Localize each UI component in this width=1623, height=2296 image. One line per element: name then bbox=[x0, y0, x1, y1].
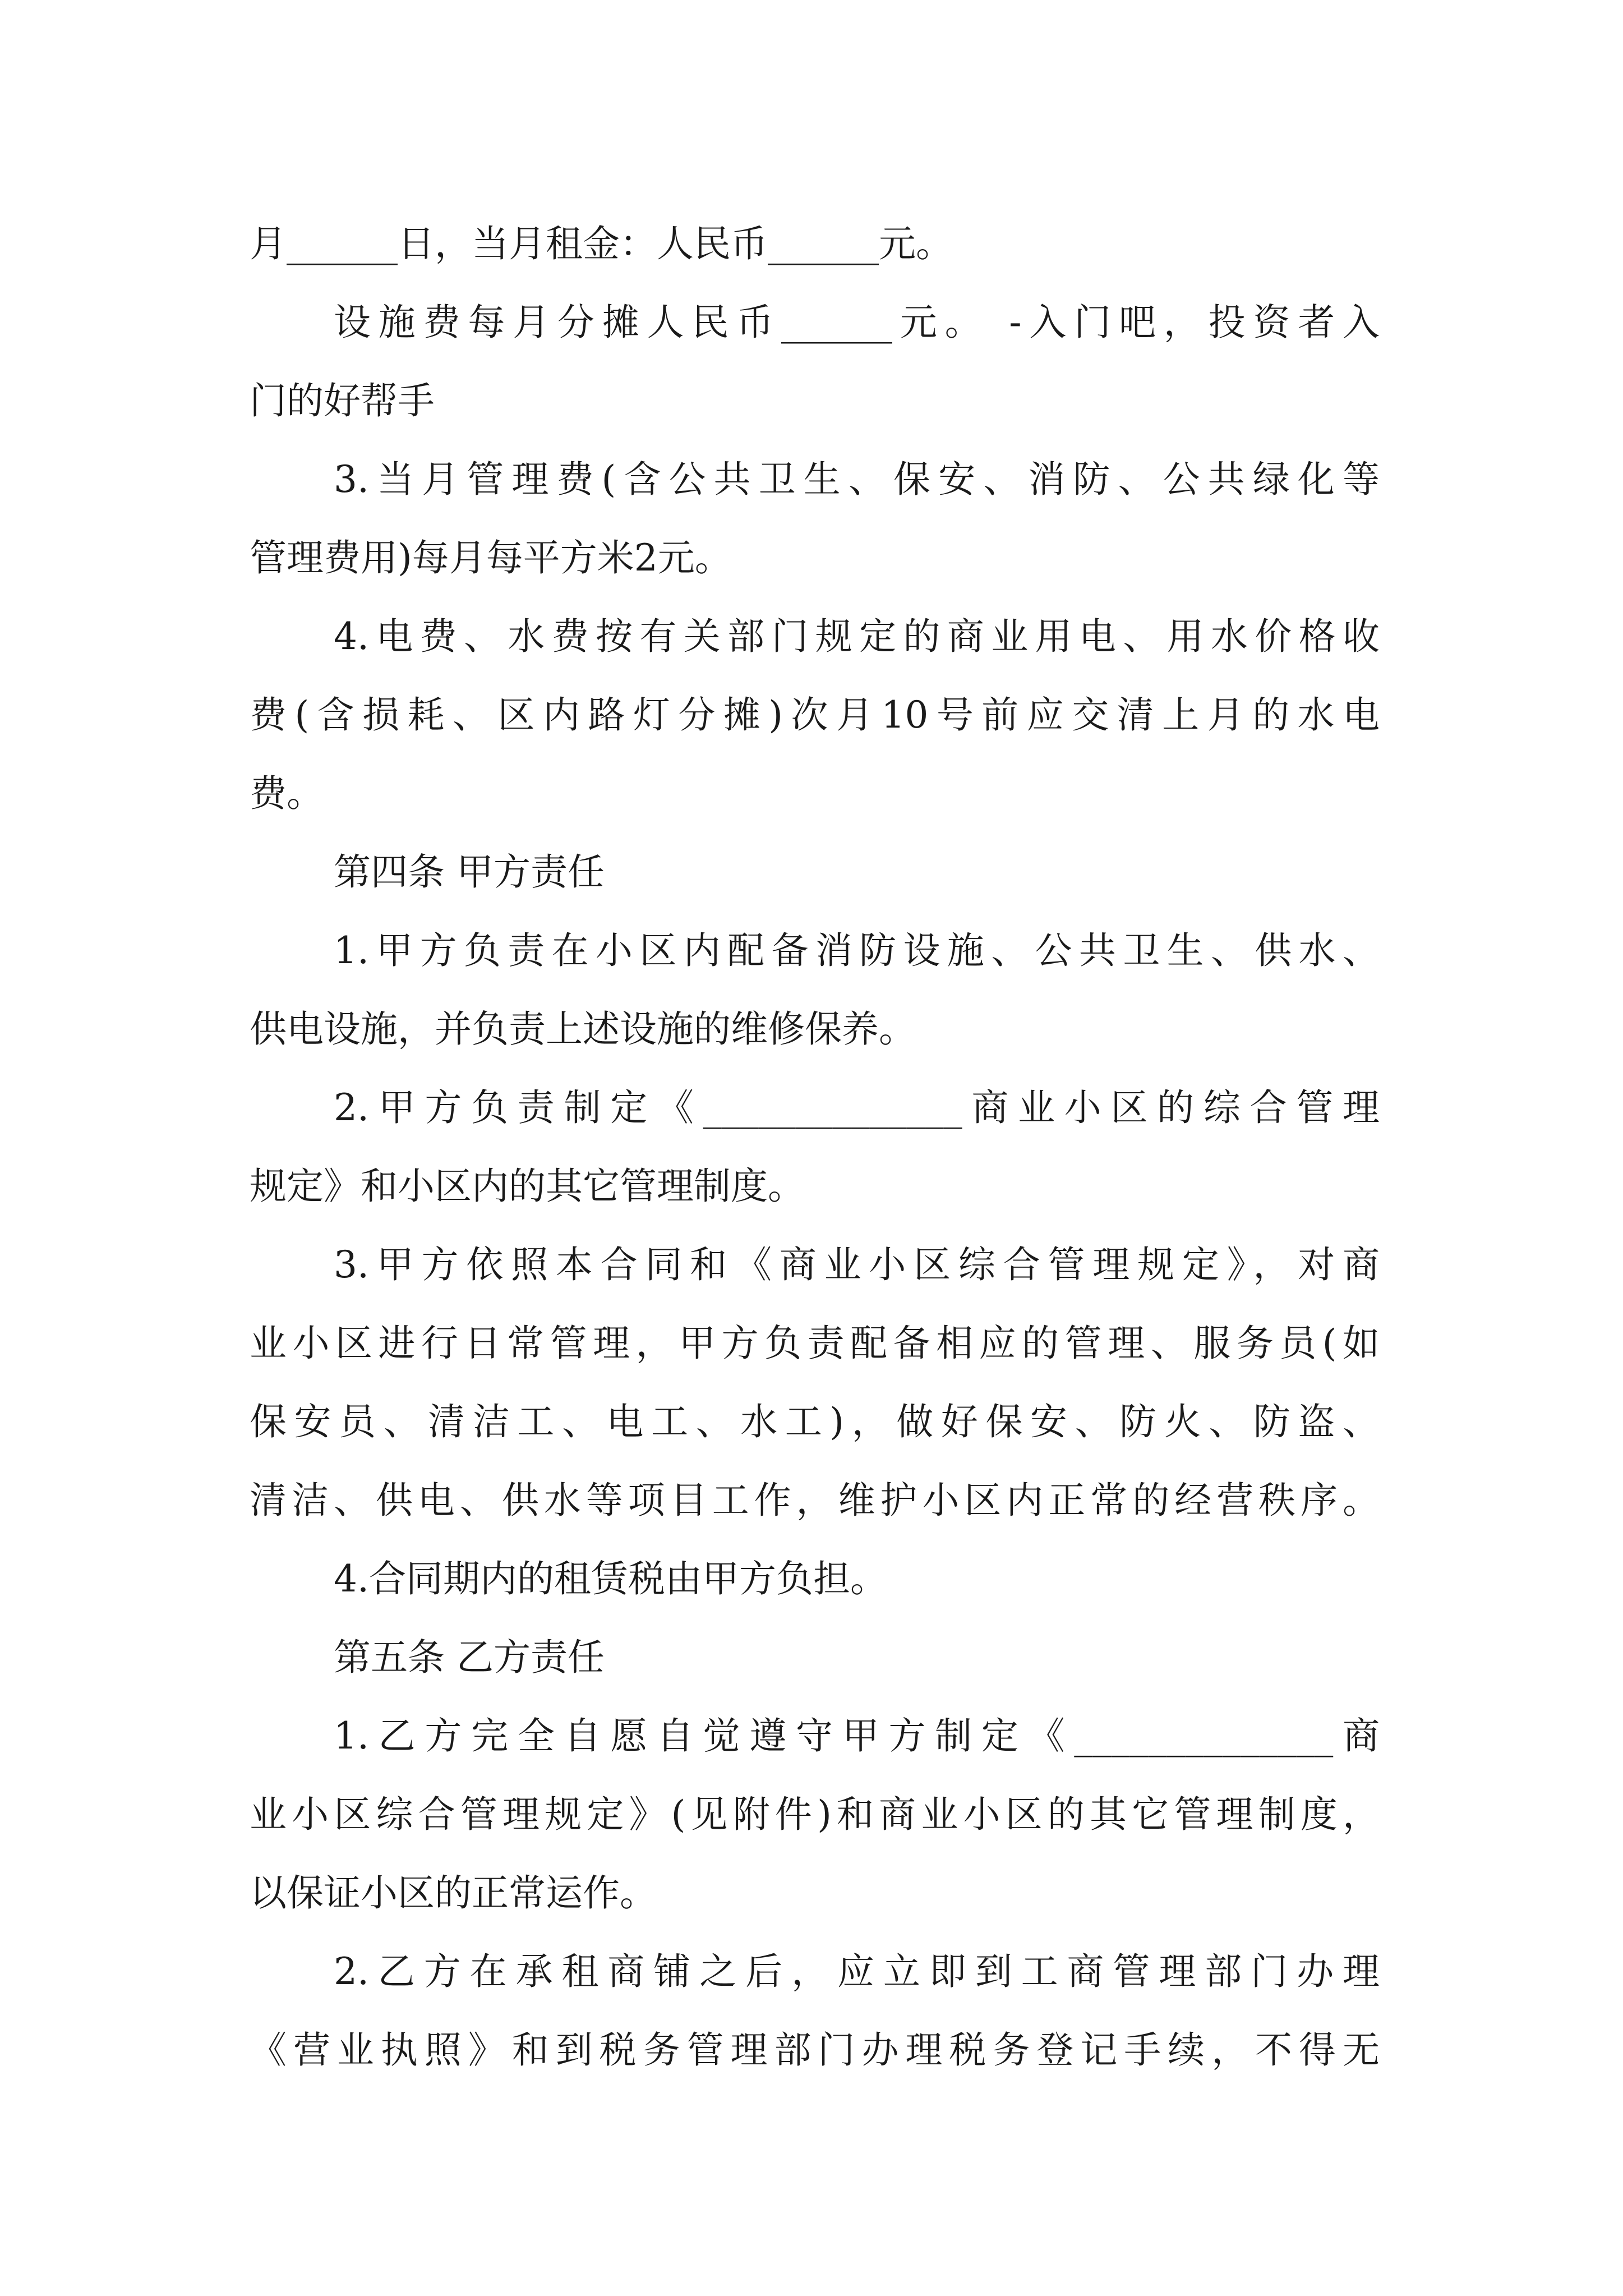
text-line: 3.甲方依照本合同和《商业小区综合管理规定》，对商 bbox=[334, 1243, 1380, 1286]
text-line: 4.电费、水费按有关部门规定的商业用电、用水价格收 bbox=[334, 615, 1380, 658]
text-line: 2.甲方负责制定《______________商业小区的综合管理 bbox=[334, 1086, 1380, 1129]
text-line: 3.当月管理费(含公共卫生、保安、消防、公共绿化等 bbox=[334, 458, 1380, 501]
text-line: 门的好帮手 bbox=[250, 379, 435, 422]
text-line: 规定》和小区内的其它管理制度。 bbox=[250, 1165, 805, 1208]
text-line: 费。 bbox=[250, 772, 324, 815]
text-line: 以保证小区的正常运作。 bbox=[250, 1871, 657, 1915]
section-heading: 第四条 甲方责任 bbox=[334, 850, 605, 894]
text-line: 业小区进行日常管理，甲方负责配备相应的管理、服务员(如 bbox=[250, 1322, 1380, 1365]
text-line: 2.乙方在承租商铺之后，应立即到工商管理部门办理 bbox=[334, 1950, 1380, 1993]
text-line: 4.合同期内的租赁税由甲方负担。 bbox=[334, 1557, 887, 1600]
text-line: 设施费每月分摊人民币______元。 -入门吧，投资者入 bbox=[334, 301, 1380, 344]
text-line: 费(含损耗、区内路灯分摊)次月10号前应交清上月的水电 bbox=[250, 693, 1380, 737]
text-line: 清洁、供电、供水等项目工作，维护小区内正常的经营秩序。 bbox=[250, 1479, 1380, 1522]
text-line: 1.乙方完全自愿自觉遵守甲方制定《______________商 bbox=[334, 1714, 1380, 1757]
text-line: 供电设施，并负责上述设施的维修保养。 bbox=[250, 1007, 916, 1051]
text-line: 管理费用)每月每平方米2元。 bbox=[250, 536, 732, 579]
text-line: 《营业执照》和到税务管理部门办理税务登记手续，不得无 bbox=[250, 2028, 1380, 2072]
text-line: 保安员、清洁工、电工、水工)，做好保安、防火、防盗、 bbox=[250, 1400, 1380, 1443]
text-line: 业小区综合管理规定》(见附件)和商业小区的其它管理制度， bbox=[250, 1793, 1380, 1836]
text-line: 1.甲方负责在小区内配备消防设施、公共卫生、供水、 bbox=[334, 929, 1380, 972]
text-line: 月______日，当月租金：人民币______元。 bbox=[250, 222, 953, 265]
section-heading: 第五条 乙方责任 bbox=[334, 1636, 605, 1679]
